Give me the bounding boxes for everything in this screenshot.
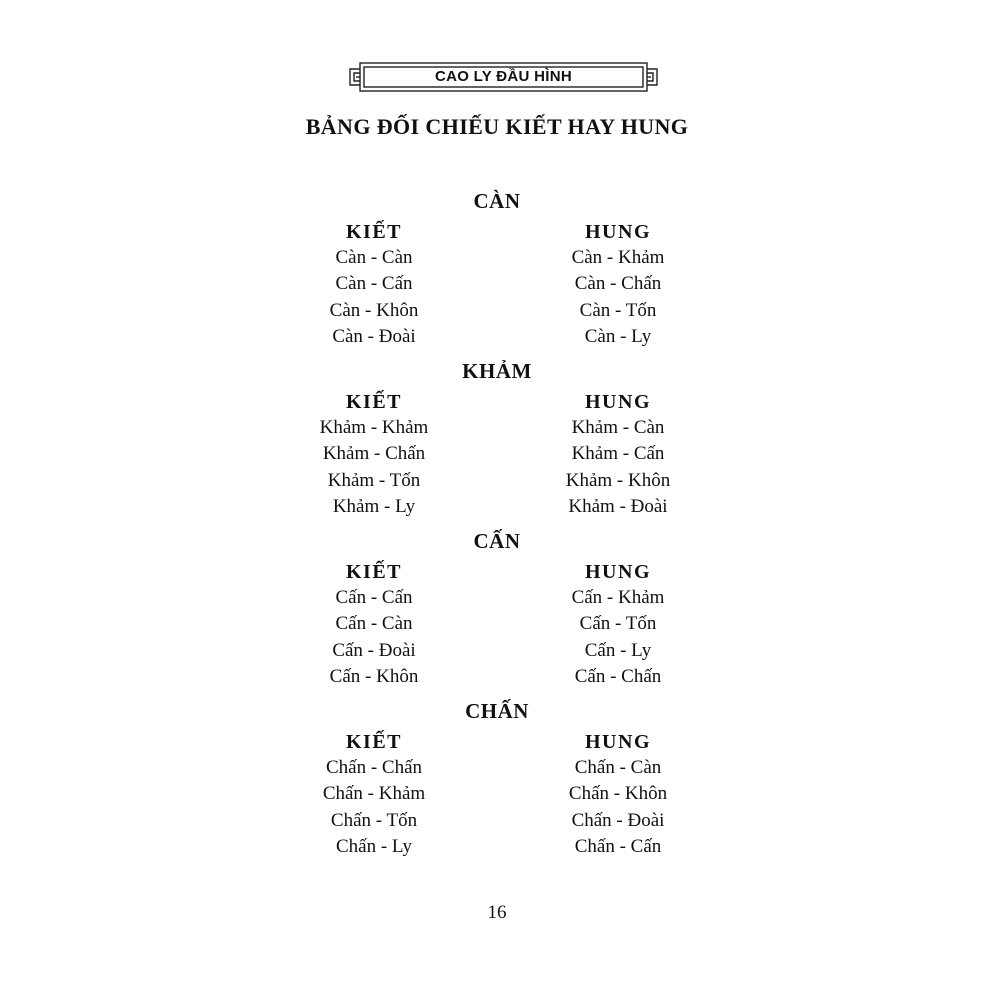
kiet-column	[254, 559, 494, 690]
list-item: Cấn - Ly	[584, 639, 652, 661]
list-item: Chấn - Khảm	[322, 783, 426, 805]
list-item: Khảm - Chấn	[322, 443, 426, 465]
kiet-heading: KIẾT	[345, 561, 403, 583]
section-title: CÀN	[473, 189, 521, 213]
hung-heading: HUNG	[585, 561, 651, 583]
kiet-column	[254, 729, 494, 860]
kiet-list	[254, 755, 494, 860]
kiet-heading: KIẾT	[345, 221, 403, 243]
list-item: Chấn - Chấn	[325, 757, 423, 778]
list-item: Cấn - Khôn	[329, 665, 419, 687]
hung-list	[498, 245, 738, 350]
section-title: CHẤN	[465, 699, 529, 723]
list-item: Khảm - Đoài	[568, 495, 668, 517]
list-item: Chấn - Càn	[574, 757, 662, 778]
list-item: Cấn - Càn	[335, 613, 413, 635]
hung-column	[498, 559, 738, 690]
hung-heading: HUNG	[585, 731, 651, 753]
running-header	[347, 60, 660, 94]
list-item: Khảm - Tốn	[327, 469, 421, 491]
kiet-list	[254, 415, 494, 520]
page-title: BẢNG ĐỐI CHIẾU KIẾT HAY HUNG	[305, 114, 689, 139]
hung-list	[498, 585, 738, 690]
hung-heading: HUNG	[585, 221, 651, 243]
hung-list	[498, 415, 738, 520]
hung-column	[498, 389, 738, 520]
list-item: Khảm - Cấn	[571, 443, 665, 465]
list-item: Khảm - Ly	[332, 495, 416, 517]
list-item: Khảm - Khảm	[319, 417, 429, 438]
list-item: Khảm - Càn	[571, 417, 665, 438]
kiet-heading: KIẾT	[345, 731, 403, 753]
running-header-title: CAO LY ĐẦU HÌNH	[434, 68, 573, 85]
list-item: Cấn - Cấn	[335, 587, 413, 608]
kiet-column	[254, 389, 494, 520]
section-chan	[0, 695, 981, 865]
list-item: Khảm - Khôn	[565, 469, 671, 491]
list-item: Chấn - Đoài	[571, 809, 665, 831]
kiet-column	[254, 219, 494, 350]
kiet-list	[254, 245, 494, 350]
kiet-list	[254, 585, 494, 690]
list-item: Cấn - Khảm	[571, 587, 665, 608]
list-item: Càn - Cấn	[335, 273, 413, 295]
list-item: Chấn - Cấn	[574, 835, 662, 857]
list-item: Chấn - Ly	[336, 835, 412, 857]
section-kham	[0, 355, 981, 525]
hung-column	[498, 729, 738, 860]
section-can	[0, 185, 981, 355]
kiet-heading: KIẾT	[345, 391, 403, 413]
list-item: Càn - Đoài	[332, 325, 416, 347]
comparison-sections	[0, 185, 981, 865]
page-number: 16	[487, 902, 507, 923]
list-item: Càn - Chấn	[574, 273, 662, 295]
list-item: Càn - Tốn	[579, 299, 657, 321]
section-title: CẤN	[473, 529, 521, 553]
hung-heading: HUNG	[585, 391, 651, 413]
list-item: Chấn - Tốn	[330, 809, 418, 831]
hung-column	[498, 219, 738, 350]
list-item: Càn - Ly	[584, 325, 652, 347]
list-item: Càn - Khảm	[571, 247, 665, 268]
list-item: Càn - Càn	[335, 247, 413, 268]
list-item: Cấn - Tốn	[579, 613, 657, 635]
list-item: Cấn - Chấn	[574, 665, 662, 687]
section-can-mountain	[0, 525, 981, 695]
list-item: Càn - Khôn	[329, 299, 419, 321]
list-item: Cấn - Đoài	[332, 639, 416, 661]
list-item: Chấn - Khôn	[568, 783, 668, 805]
section-title: KHẢM	[462, 359, 532, 383]
hung-list	[498, 755, 738, 860]
